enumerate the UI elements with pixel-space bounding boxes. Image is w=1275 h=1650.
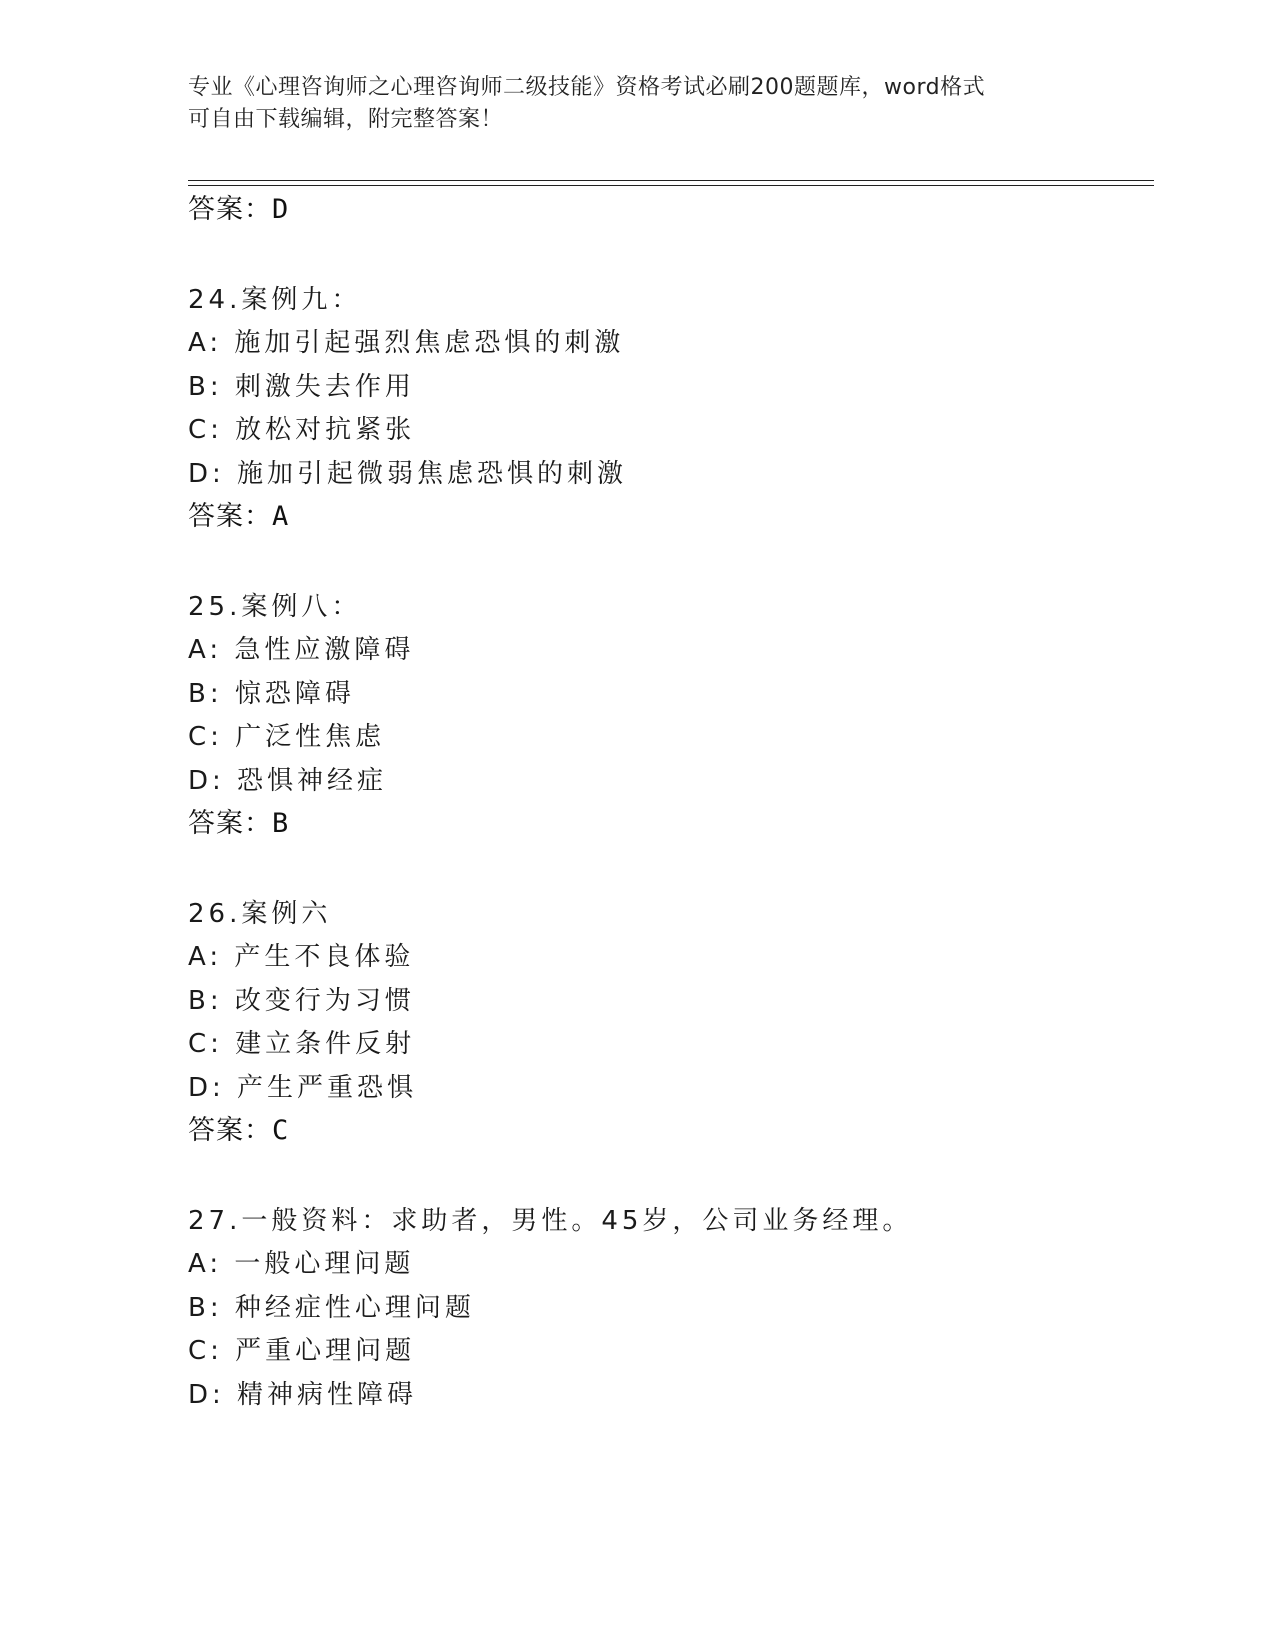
option-b: B: 改变行为习惯 [188,986,415,1016]
option-c: C: 严重心理问题 [188,1336,416,1366]
answer-value: B [272,808,290,839]
question-stem: 27.一般资料：求助者，男性。45岁，公司业务经理。 [188,1206,913,1236]
answer-value: A [272,501,290,532]
answer-line [188,807,289,841]
option-d: D: 产生严重恐惧 [188,1073,418,1103]
question-stem: 26.案例六 [188,899,332,929]
option-b: B: 惊恐障碍 [188,679,355,709]
option-c: C: 广泛性焦虑 [188,722,386,752]
header-line-2: 可自由下载编辑，附完整答案！ [188,107,504,132]
question-stem: 25.案例八： [188,592,362,622]
option-a: A: 施加引起强烈焦虑恐惧的刺激 [188,328,625,358]
option-a: A: 产生不良体验 [188,942,415,972]
option-d: D: 施加引起微弱焦虑恐惧的刺激 [188,459,628,489]
answer-label: 答案： [188,194,272,225]
answer-value: D [272,194,290,225]
document-header [188,72,1088,136]
header-line-1: 专业《心理咨询师之心理咨询师二级技能》资格考试必刷200题题库，word格式 [188,75,986,100]
option-d: D: 恐惧神经症 [188,766,388,796]
option-a: A: 一般心理问题 [188,1249,415,1279]
answer-label: 答案： [188,501,272,532]
answer-line [188,500,289,534]
option-b: B: 种经症性心理问题 [188,1293,475,1323]
header-divider-top [188,180,1154,181]
answer-value: C [272,1115,290,1146]
option-c: C: 放松对抗紧张 [188,415,416,445]
answer-label: 答案： [188,1115,272,1146]
option-d: D: 精神病性障碍 [188,1380,418,1410]
option-c: C: 建立条件反射 [188,1029,416,1059]
answer-line [188,193,289,227]
option-a: A: 急性应激障碍 [188,635,415,665]
header-divider-bottom [188,185,1154,186]
question-stem: 24.案例九： [188,285,362,315]
answer-line [188,1114,289,1148]
answer-label: 答案： [188,808,272,839]
option-b: B: 刺激失去作用 [188,372,415,402]
